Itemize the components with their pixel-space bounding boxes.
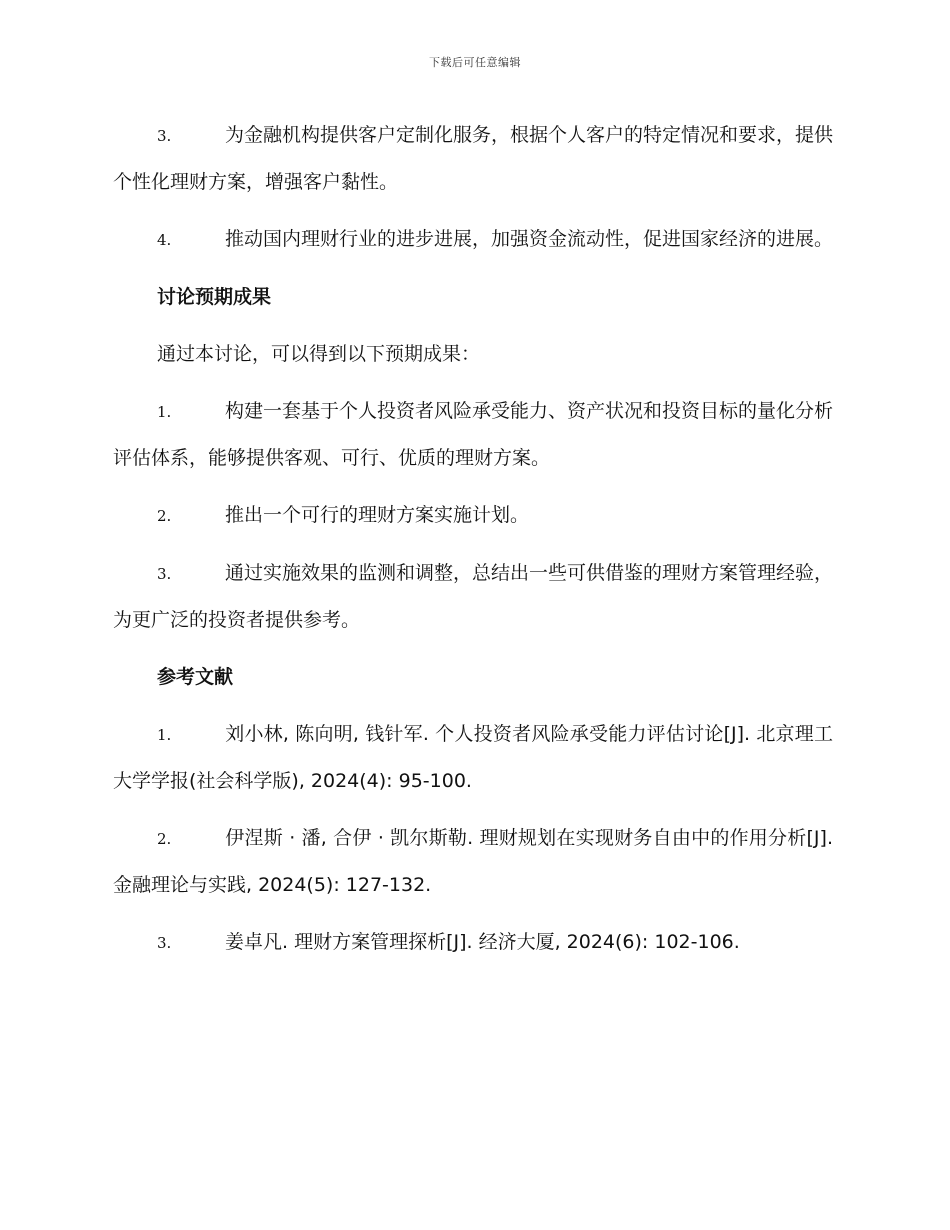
list-item xyxy=(113,388,833,481)
list-item xyxy=(113,550,833,643)
reference-item xyxy=(113,711,833,804)
document-body xyxy=(113,112,833,977)
reference-item xyxy=(113,919,833,966)
reference-item xyxy=(113,815,833,908)
list-text: 为金融机构提供客户定制化服务，根据个人客户的特定情况和要求，提供个性化理财方案，增强客户黏性。 xyxy=(113,124,834,193)
list-text: 构建一套基于个人投资者风险承受能力、资产状况和投资目标的量化分析评估体系，能够提供客观、可行、优质的理财方案。 xyxy=(113,400,834,469)
header-note: 下载后可任意编辑 xyxy=(429,56,521,69)
reference-text: 姜卓凡. 理财方案管理探析[J]. 经济大厦, 2024(6): 102-106. xyxy=(225,931,740,953)
list-text: 推动国内理财行业的进步进展，加强资金流动性，促进国家经济的进展。 xyxy=(225,228,834,250)
list-text: 推出一个可行的理财方案实施计划。 xyxy=(225,504,530,526)
list-item xyxy=(113,216,833,263)
list-number: 2. xyxy=(157,507,172,525)
reference-text: 伊涅斯 · 潘, 合伊 · 凯尔斯勒. 理财规划在实现财务自由中的作用分析[J]. 金融理论与实践, 2024(5): 127-132. xyxy=(113,827,833,896)
list-item xyxy=(113,492,833,539)
list-item xyxy=(113,112,833,205)
list-number: 3. xyxy=(157,127,172,145)
reference-text: 刘小林, 陈向明, 钱针军. 个人投资者风险承受能力评估讨论[J]. 北京理工大学学报(社会科学版), 2024(4): 95-100. xyxy=(113,723,833,792)
list-number: 1. xyxy=(157,403,172,421)
list-text: 通过实施效果的监测和调整，总结出一些可供借鉴的理财方案管理经验，为更广泛的投资者提供参考。 xyxy=(113,562,834,631)
list-number: 3. xyxy=(157,565,172,583)
section-heading-references: 参考文献 xyxy=(157,666,234,688)
section-heading-expected-results: 讨论预期成果 xyxy=(157,286,272,308)
reference-number: 1. xyxy=(157,726,172,744)
reference-number: 3. xyxy=(157,934,172,952)
reference-number: 2. xyxy=(157,830,172,848)
list-number: 4. xyxy=(157,231,172,249)
section-intro: 通过本讨论，可以得到以下预期成果： xyxy=(157,343,481,365)
